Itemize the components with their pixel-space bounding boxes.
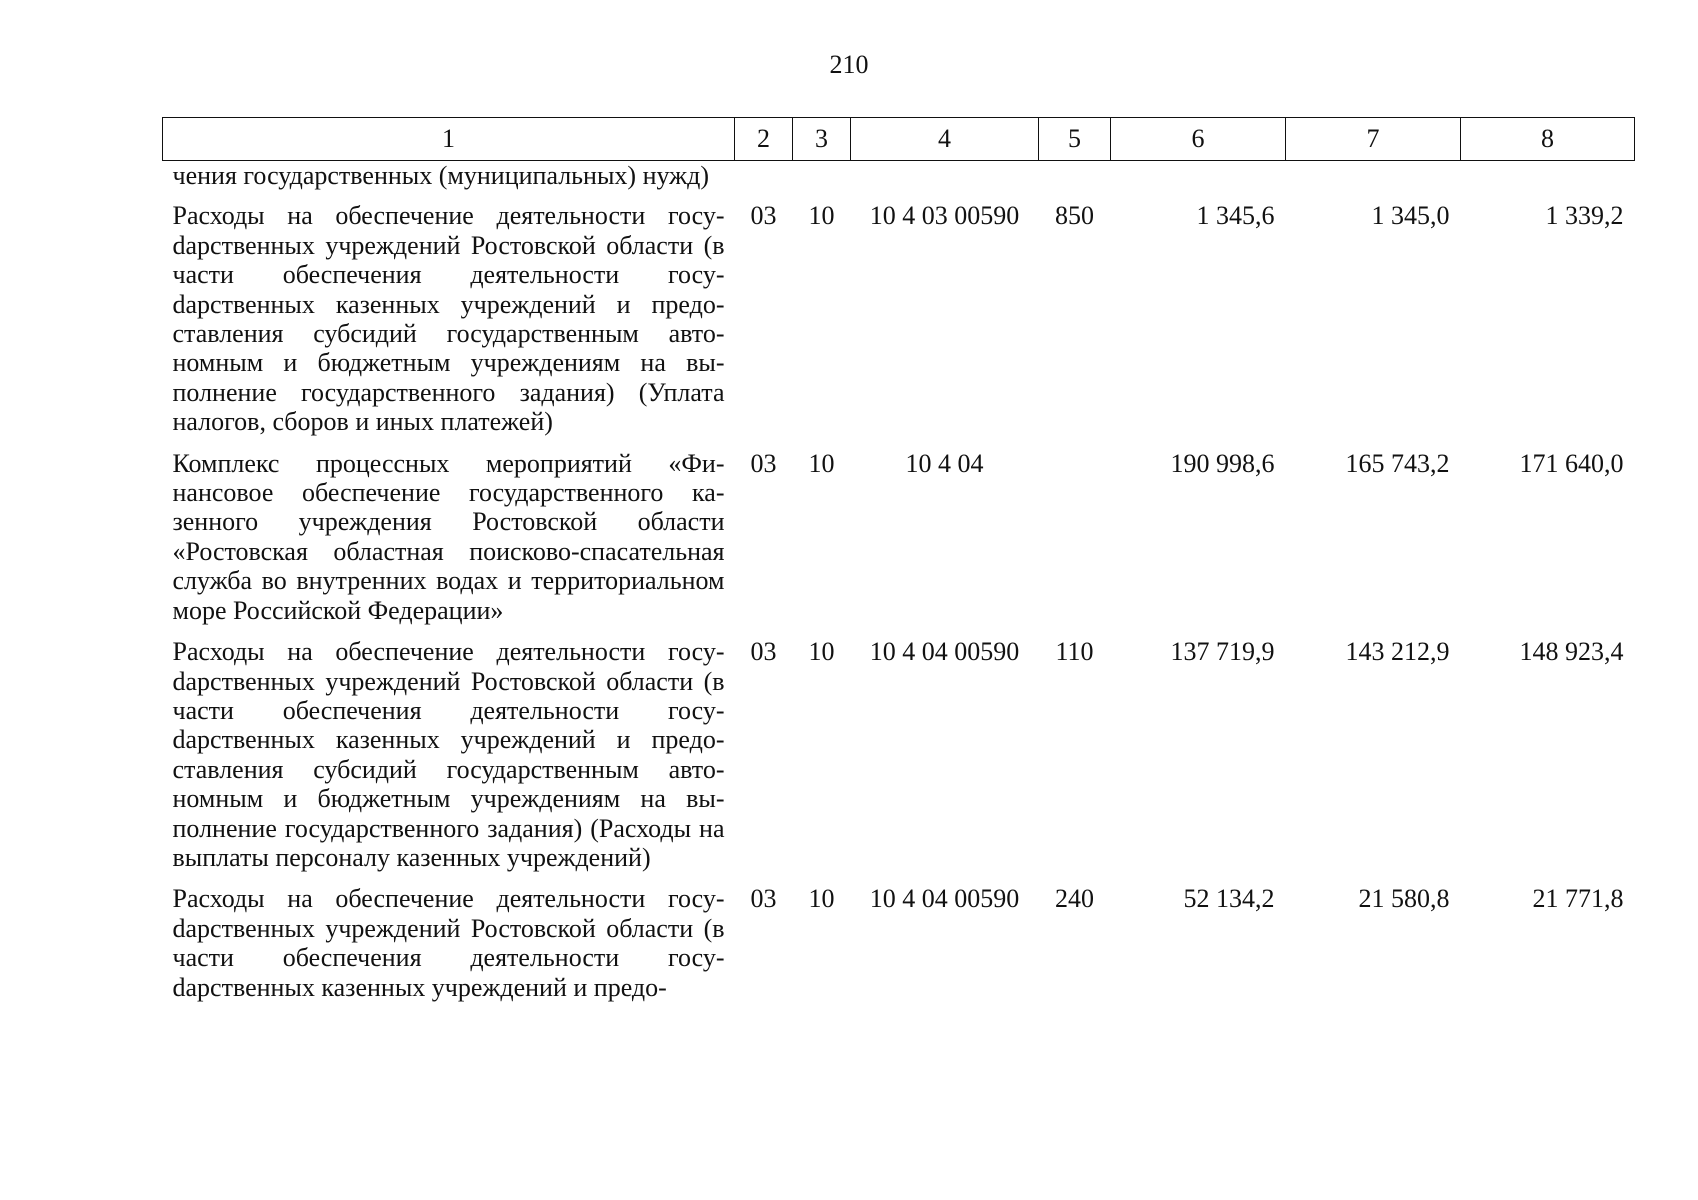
cell-amount-6: 1 345,6 [1196, 201, 1275, 231]
cell-target-article: 10 4 04 00590 [869, 884, 1020, 914]
cell-amount-7 [1286, 161, 1461, 202]
cell-amount-8: 1 339,2 [1545, 201, 1624, 231]
cell-amount-8: 21 771,8 [1532, 884, 1624, 914]
row-description: чения государственных (муниципальных) нужд) [172, 161, 710, 190]
cell-subsection: 10 [808, 637, 835, 667]
table-row [163, 637, 1635, 884]
cell-section [735, 161, 793, 202]
column-header-4: 4 [851, 118, 1039, 161]
cell-amount-6: 190 998,6 [1170, 448, 1275, 478]
column-header-7: 7 [1286, 118, 1461, 161]
column-header-8: 8 [1461, 118, 1635, 161]
cell-expense-type: 240 [1055, 884, 1094, 914]
table-row [163, 201, 1635, 448]
cell-amount-7: 165 743,2 [1345, 448, 1450, 478]
cell-subsection: 10 [808, 448, 835, 478]
cell-amount-7: 1 345,0 [1371, 201, 1450, 231]
page-number: 210 [829, 50, 869, 79]
column-header-1: 1 [163, 118, 735, 161]
cell-amount-6 [1111, 161, 1286, 202]
cell-amount-8: 171 640,0 [1519, 448, 1624, 478]
cell-target-article: 10 4 03 00590 [869, 201, 1020, 231]
cell-section: 03 [750, 884, 777, 914]
column-header-2: 2 [735, 118, 793, 161]
cell-amount-8 [1461, 161, 1635, 202]
cell-section: 03 [750, 448, 777, 478]
row-description: Комплекс процессных мероприятий «Финансовое обеспечение государственного казенного учреждения Ростовской области «Ростовская областная поисково-спасательная служба во внутренних водах и территориальном море Российской Федерации» [172, 448, 725, 625]
table-row [163, 884, 1635, 1014]
budget-table [162, 117, 1635, 1014]
cell-expense-type: 850 [1055, 201, 1094, 231]
table-row [163, 449, 1635, 637]
cell-amount-8: 148 923,4 [1519, 637, 1624, 667]
cell-section: 03 [750, 637, 777, 667]
row-description: Расходы на обеспечение деятельности госуdарственных учреждений Ростовской области (в части обеспечения деятельности госуdарственных казенных учреждений и предоставления субсидий государственным автономным и бюджетным учреждениям на выполнение государственного задания) (Уплата налогов, сборов и иных платежей) [172, 201, 725, 437]
cell-section: 03 [750, 201, 777, 231]
row-description: Расходы на обеспечение деятельности госуdарственных учреждений Ростовской области (в части обеспечения деятельности госуdарственных казенных учреждений и предо- [172, 884, 725, 1002]
cell-subsection [793, 161, 851, 202]
table-row [163, 161, 1635, 202]
cell-subsection: 10 [808, 201, 835, 231]
cell-target-article [851, 161, 1039, 202]
column-header-5: 5 [1039, 118, 1111, 161]
cell-target-article: 10 4 04 00590 [869, 637, 1020, 667]
cell-expense-type [1039, 449, 1111, 637]
column-header-3: 3 [793, 118, 851, 161]
cell-subsection: 10 [808, 884, 835, 914]
table-header-row [163, 118, 1635, 161]
cell-amount-7: 143 212,9 [1345, 637, 1450, 667]
cell-amount-6: 52 134,2 [1183, 884, 1275, 914]
cell-target-article: 10 4 04 [905, 448, 984, 478]
cell-expense-type: 110 [1055, 637, 1094, 667]
cell-expense-type [1039, 161, 1111, 202]
row-description: Расходы на обеспечение деятельности госуdарственных учреждений Ростовской области (в части обеспечения деятельности госуdарственных казенных учреждений и предоставления субсидий государственным автономным и бюджетным учреждениям на выполнение государственного задания) (Расходы на выплаты персоналу казенных учреждений) [172, 637, 725, 872]
column-header-6: 6 [1111, 118, 1286, 161]
cell-amount-7: 21 580,8 [1358, 884, 1450, 914]
cell-amount-6: 137 719,9 [1170, 637, 1275, 667]
